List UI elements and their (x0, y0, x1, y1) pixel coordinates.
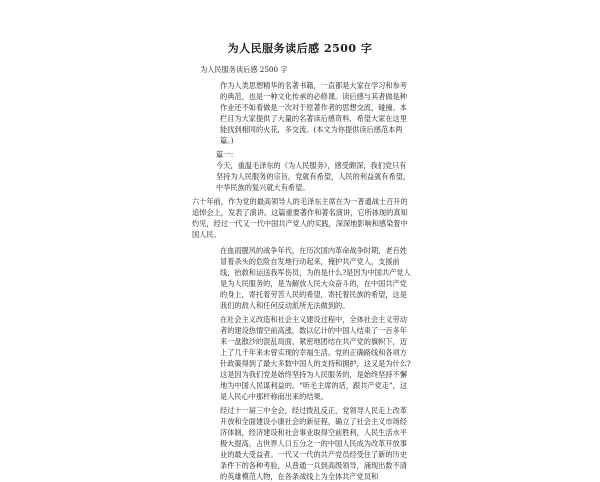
section-heading: 篇一： (216, 150, 238, 159)
paragraph-4: 在社会主义改造和社会主义建设过程中，全体社会主义劳动者的建设热情空前高涨，数以亿计的中国人结束了一百多年来一盘散沙的混乱局面，紧密地团结在共产党的旗帜下，迈上了几千年来未曾实现的幸福生活。党的正确路线和各项方针政策得到了最大多数中国人的支持和拥护，这又是为什么?这是因为我们党是始终坚持为人民服务的，是始终坚持不懈地为中国人民谋利益的。“听毛主席的话，跟共产党走”，这是人民心中那杆称而出来的结果。 (220, 315, 411, 401)
document-body (192, 64, 412, 482)
paragraph-5: 经过十一届三中全会，经过拨乱反正，党领导人民走上改革开放和全面建设小康社会的新征程，确立了社会主义市场经济体制，经济建设和社会事业取得空前胜利，人民生活水平极大提高，占世界人口五分之一的中国人民成为改革开放事业的最大受益者。一代又一代的共产党员经受住了新的历史条件下的各种考验，从普通一兵到高级领导，涌现出数不清的英雄模范人物，在各条战线上为全体共产党员和 (220, 406, 407, 481)
paragraph-2: 六十年前，作为党的最高领导人的毛泽东主席在为一普通战士召开的追悼会上，发表了演讲。这篇重要著作和著名演讲，它所体现的真知灼见，经过一代又一代中国共产党人的实践，深深地影响和感染着中国人民。 (192, 197, 408, 239)
paragraph-1: 今天，重温毛泽东的《为人民服务》，感受颇深，我们党只有坚持为人民服务的宗旨，党就有希望，人民的利益就有希望，中华民族的复兴就大有希望。 (216, 161, 411, 192)
paragraph-3: 在血雨腥风的战争年代，在历次国内革命战争时期，老百姓冒着杀头的危险自发地行动起来，掩护共产党人，支援前线，抬救和运送我军伤员，为的是什么?是因为中国共产党人是为人民服务的，是为解放人民大众奋斗的，在中国共产党的身上，寄托着劳苦人民的希望，寄托着民族的希望，这是我们的敌人和任何反动派所无法做到的。 (220, 246, 411, 310)
paragraph-intro: 作为人类思想精华的名著书籍，一直都是大家在学习和参考的典范，也是一种文化传承的必修课。读后感与其者做是种作业还不如看做是一次对于原著作者的思想交流，碰撞。本栏目为大家提供了大量的名著读后感资料，希望大家在这里能找到相同的火花，多交流。(本文为你提供读后感范本两篇。) (220, 81, 407, 145)
document-subtitle: 为人民服务读后感 2500 字 (200, 65, 288, 74)
document-title: 为人民服务读后感 2500 字 (227, 42, 373, 55)
